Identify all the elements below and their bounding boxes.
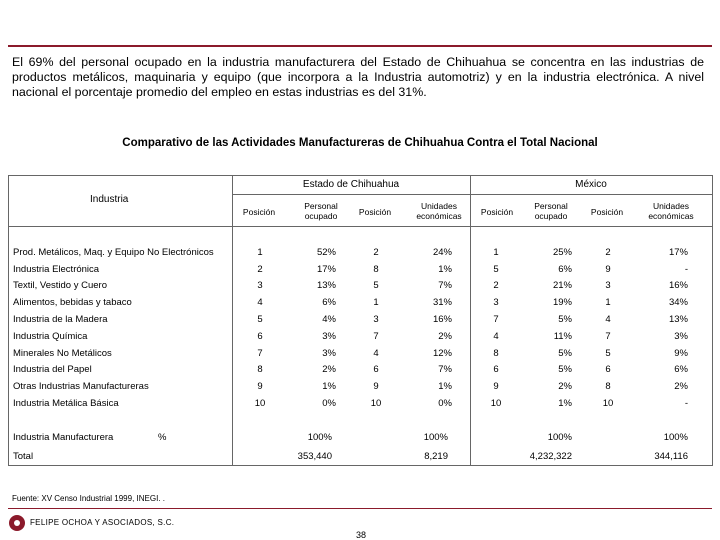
table-cell: 1%: [438, 381, 452, 392]
header-posicion-2: Posición: [358, 207, 392, 217]
table-cell: 5: [493, 264, 499, 275]
header-posicion-4: Posición: [590, 207, 624, 217]
total-value-unidades-mex: 344,116: [654, 451, 688, 462]
company-logo-icon: [9, 515, 25, 531]
table-cell: 5: [257, 314, 263, 325]
table-cell: 1: [493, 247, 499, 258]
table-cell: 9: [605, 264, 611, 275]
row-name: Industria Metálica Básica: [13, 398, 119, 409]
total-value-unidades-chih: 8,219: [424, 451, 448, 462]
table-cell: 5: [373, 280, 379, 291]
intro-paragraph: El 69% del personal ocupado en la industria manufacturera del Estado de Chihuahua se concentra en las industrias de productos metálicos, maquinaria y equipo (que incorpora a la Industria automotriz) y en la industria electrónica. A nivel nacional el porcentaje promedio del empleo en estas industrias es del 31%.: [12, 55, 704, 99]
table-cell: 2%: [674, 381, 688, 392]
table-cell: 2%: [438, 331, 452, 342]
table-cell: 8: [605, 381, 611, 392]
header-posicion-1: Posición: [242, 207, 276, 217]
group-header-divider: [232, 194, 712, 195]
table-cell: -: [684, 398, 688, 409]
table-cell: 16%: [432, 314, 452, 325]
page-number: 38: [356, 530, 367, 540]
table-cell: 13%: [668, 314, 688, 325]
row-name: Textil, Vestido y Cuero: [13, 280, 107, 291]
table-cell: 1%: [322, 381, 336, 392]
table-cell: 7: [257, 348, 263, 359]
table-cell: 9: [493, 381, 499, 392]
manufactura-label: Industria Manufacturera: [13, 432, 114, 443]
header-bottom-border: [8, 226, 712, 227]
manufactura-value-personal-mex: 100%: [547, 432, 572, 443]
table-cell: 17%: [316, 264, 336, 275]
manufactura-value-unidades-mex: 100%: [663, 432, 688, 443]
manufactura-value-personal-chih: 100%: [307, 432, 332, 443]
table-cell: 21%: [552, 280, 572, 291]
table-title: Comparativo de las Actividades Manufactureras de Chihuahua Contra el Total Nacional: [122, 137, 598, 149]
company-name: FELIPE OCHOA Y ASOCIADOS, S.C.: [30, 518, 175, 527]
table-cell: 52%: [316, 247, 336, 258]
row-name: Alimentos, bebidas y tabaco: [13, 297, 132, 308]
table-cell: 4: [257, 297, 263, 308]
table-cell: 3%: [674, 331, 688, 342]
table-cell: 2%: [558, 381, 572, 392]
row-name: Prod. Metálicos, Maq. y Equipo No Electrónicos: [13, 247, 214, 258]
table-cell: 7%: [438, 280, 452, 291]
total-value-personal-mex: 4,232,322: [529, 451, 572, 462]
header-posicion-3: Posición: [480, 207, 514, 217]
table-cell: 6: [373, 364, 379, 375]
industria-column-divider: [232, 175, 233, 466]
table-cell: 10: [490, 398, 502, 409]
table-cell: 6%: [558, 264, 572, 275]
table-cell: 3: [605, 280, 611, 291]
table-cell: 9%: [674, 348, 688, 359]
header-personal-1: Personal ocupado: [304, 201, 338, 221]
table-cell: 8: [493, 348, 499, 359]
table-cell: 7: [373, 331, 379, 342]
table-cell: 8: [257, 364, 263, 375]
table-cell: 7: [493, 314, 499, 325]
table-cell: 0%: [322, 398, 336, 409]
table-cell: 5: [605, 348, 611, 359]
table-cell: 4: [493, 331, 499, 342]
table-cell: 8: [373, 264, 379, 275]
pct-symbol: %: [158, 432, 167, 443]
header-unidades-1: Unidades económicas: [416, 201, 462, 221]
table-right-border: [712, 175, 713, 466]
header-industria: Industria: [90, 194, 129, 205]
row-name: Industria de la Madera: [13, 314, 108, 325]
row-name: Minerales No Metálicos: [13, 348, 112, 359]
table-cell: 6: [493, 364, 499, 375]
table-cell: 2: [373, 247, 379, 258]
table-cell: 17%: [668, 247, 688, 258]
manufactura-value-unidades-chih: 100%: [423, 432, 448, 443]
table-cell: 10: [602, 398, 614, 409]
table-cell: 5%: [558, 364, 572, 375]
table-left-border: [8, 175, 9, 466]
table-cell: 16%: [668, 280, 688, 291]
table-cell: 1: [257, 247, 263, 258]
table-cell: 4: [373, 348, 379, 359]
table-cell: 2: [257, 264, 263, 275]
table-cell: 9: [373, 381, 379, 392]
table-cell: 4: [605, 314, 611, 325]
top-rule: [8, 45, 712, 47]
table-bottom-border: [8, 465, 712, 466]
table-cell: 10: [254, 398, 266, 409]
table-cell: 1%: [438, 264, 452, 275]
table-cell: 3: [373, 314, 379, 325]
total-value-personal-chih: 353,440: [297, 451, 332, 462]
table-cell: 12%: [432, 348, 452, 359]
table-cell: 6%: [674, 364, 688, 375]
table-cell: 31%: [432, 297, 452, 308]
header-chihuahua: Estado de Chihuahua: [302, 179, 400, 190]
table-cell: 3%: [322, 331, 336, 342]
header-personal-2: Personal ocupado: [534, 201, 568, 221]
table-cell: 6%: [322, 297, 336, 308]
row-name: Industria Electrónica: [13, 264, 100, 275]
table-cell: 13%: [316, 280, 336, 291]
source-footnote: Fuente: XV Censo Industrial 1999, INEGI. .: [12, 494, 165, 503]
table-cell: 5%: [558, 314, 572, 325]
table-cell: 11%: [553, 331, 572, 342]
table-cell: 1: [373, 297, 379, 308]
table-cell: 5%: [558, 348, 572, 359]
row-name: Industria del Papel: [13, 364, 92, 375]
table-top-border: [8, 175, 712, 176]
table-cell: 3%: [322, 348, 336, 359]
table-cell: 2%: [322, 364, 336, 375]
table-cell: 10: [370, 398, 382, 409]
header-mexico: México: [575, 179, 607, 190]
bottom-rule: [8, 508, 712, 509]
table-cell: 34%: [668, 297, 688, 308]
table-cell: 7: [605, 331, 611, 342]
table-cell: 24%: [432, 247, 452, 258]
table-cell: 9: [257, 381, 263, 392]
table-cell: 6: [605, 364, 611, 375]
table-cell: 2: [493, 280, 499, 291]
table-cell: 2: [605, 247, 611, 258]
row-name: Otras Industrias Manufactureras: [13, 381, 149, 392]
table-cell: 3: [493, 297, 499, 308]
table-cell: 7%: [438, 364, 452, 375]
table-cell: 1: [605, 297, 611, 308]
table-cell: -: [684, 264, 688, 275]
table-cell: 1%: [558, 398, 572, 409]
row-name: Industria Química: [13, 331, 88, 342]
total-label: Total: [13, 451, 34, 462]
table-cell: 25%: [552, 247, 572, 258]
table-cell: 3: [257, 280, 263, 291]
table-cell: 4%: [322, 314, 336, 325]
table-cell: 0%: [438, 398, 452, 409]
table-cell: 19%: [552, 297, 572, 308]
table-cell: 6: [257, 331, 263, 342]
header-unidades-2: Unidades económicas: [648, 201, 694, 221]
